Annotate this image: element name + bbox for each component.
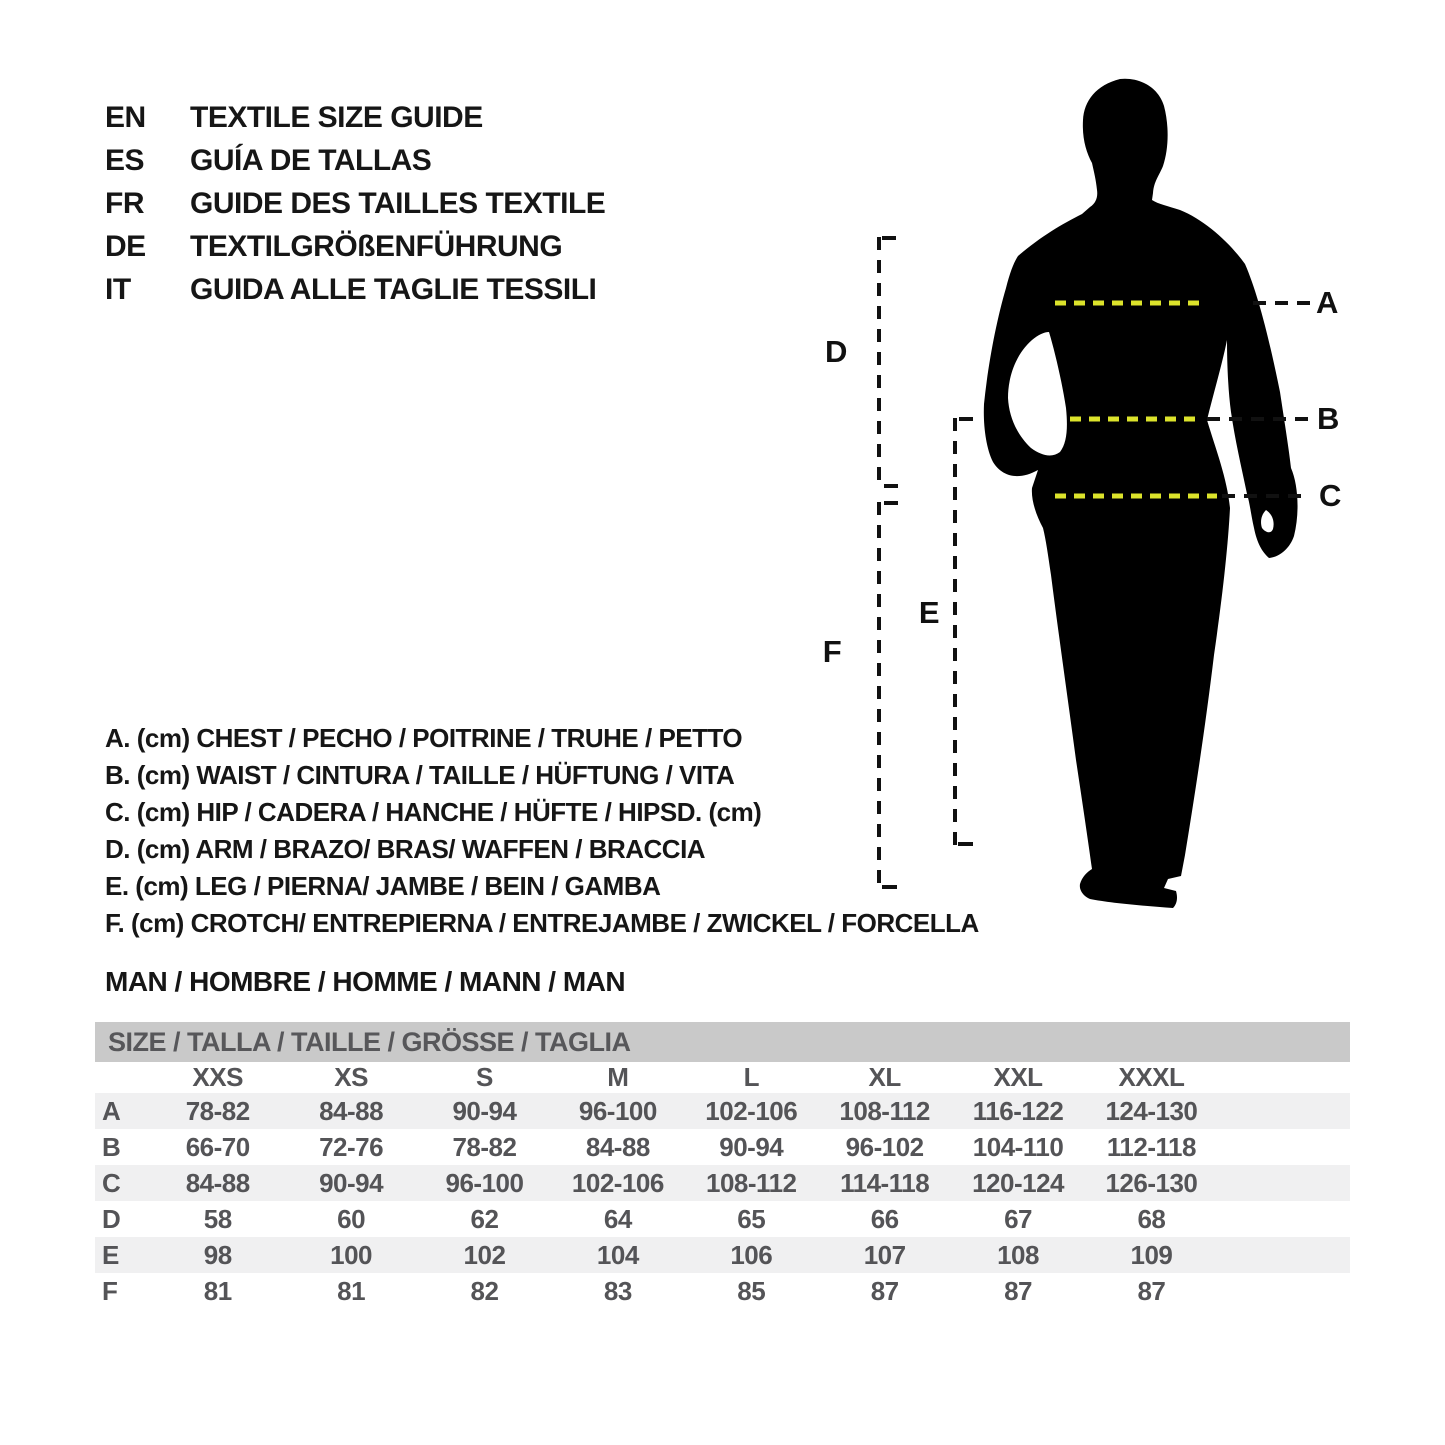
measurement-value: 104-110: [972, 1131, 1064, 1162]
legend-line: F. (cm) CROTCH/ ENTREPIERNA / ENTREJAMBE / ZWICKEL / FORCELLA: [105, 908, 979, 938]
size-column-header: M: [607, 1062, 629, 1092]
measurement-value: 78-82: [185, 1095, 250, 1126]
measurement-value: 90-94: [319, 1167, 384, 1198]
measurement-value: 81: [203, 1275, 232, 1306]
gender-line: MAN / HOMBRE / HOMME / MANN / MAN: [105, 966, 626, 997]
marker-label-chest: A: [1316, 285, 1338, 320]
measurement-value: 98: [203, 1239, 232, 1270]
size-column-header: XXL: [993, 1062, 1043, 1092]
measurement-value: 67: [1004, 1203, 1032, 1234]
size-column-header: XXXL: [1118, 1062, 1185, 1092]
marker-label-arm: D: [825, 334, 847, 369]
language-title: GUÍA DE TALLAS: [190, 143, 432, 177]
man-silhouette: [984, 79, 1298, 908]
measurement-value: 108-112: [839, 1095, 930, 1126]
measurement-value: 112-118: [1106, 1131, 1196, 1162]
measurement-value: 102-106: [705, 1095, 798, 1126]
measurement-value: 96-102: [845, 1131, 924, 1162]
measurement-value: 64: [603, 1203, 632, 1234]
measurement-value: 116-122: [972, 1095, 1064, 1126]
measurement-value: 65: [737, 1203, 766, 1234]
measurement-value: 81: [337, 1275, 366, 1306]
measurement-value: 87: [1004, 1275, 1032, 1306]
measurement-value: 66: [870, 1203, 899, 1234]
measurement-value: 87: [870, 1275, 899, 1306]
legend-line: C. (cm) HIP / CADERA / HANCHE / HÜFTE / HIPSD. (cm): [105, 797, 762, 827]
size-table-header: SIZE / TALLA / TAILLE / GRÖSSE / TAGLIA: [95, 1022, 1350, 1062]
filler-cell: [1218, 1129, 1350, 1165]
measurement-value: 124-130: [1105, 1095, 1198, 1126]
table-row: [95, 1165, 1350, 1201]
size-column-header: XS: [334, 1062, 368, 1092]
row-label: C: [102, 1167, 121, 1198]
marker-label-crotch: F: [822, 634, 842, 669]
row-label: B: [102, 1131, 121, 1162]
row-label: A: [102, 1095, 121, 1126]
row-label: F: [102, 1275, 118, 1306]
measurement-value: 96-100: [445, 1167, 524, 1198]
measurement-value: 72-76: [319, 1131, 384, 1162]
measurement-value: 90-94: [719, 1131, 784, 1162]
marker-label-leg: E: [918, 595, 940, 630]
table-row: [95, 1093, 1350, 1129]
table-row: [95, 1129, 1350, 1165]
measurement-value: 106: [730, 1239, 773, 1270]
size-column-header: XXS: [192, 1062, 243, 1092]
row-label: E: [102, 1239, 119, 1270]
row-label: D: [102, 1203, 121, 1234]
table-row: [95, 1201, 1350, 1237]
filler-cell: [1218, 1237, 1350, 1273]
language-title: TEXTILE SIZE GUIDE: [190, 100, 483, 134]
size-column-header: S: [476, 1062, 493, 1092]
measurement-value: 66-70: [185, 1131, 250, 1162]
language-title: GUIDE DES TAILLES TEXTILE: [190, 186, 606, 220]
measurement-value: 109: [1130, 1239, 1173, 1270]
filler-cell: [1218, 1165, 1350, 1201]
size-table-body: [95, 1062, 1350, 1309]
filler-cell: [1218, 1093, 1350, 1129]
size-column-header: L: [743, 1062, 759, 1092]
marker-label-hip: C: [1319, 478, 1341, 513]
measurement-value: 60: [337, 1203, 366, 1234]
table-row: [95, 1273, 1350, 1309]
measurement-value: 84-88: [185, 1167, 250, 1198]
measurement-value: 78-82: [452, 1131, 517, 1162]
filler-cell: [1218, 1201, 1350, 1237]
measurement-value: 87: [1137, 1275, 1166, 1306]
measurement-value: 62: [470, 1203, 499, 1234]
filler-cell: [1218, 1273, 1350, 1309]
legend-line: D. (cm) ARM / BRAZO/ BRAS/ WAFFEN / BRACCIA: [105, 834, 706, 864]
measurement-value: 102-106: [571, 1167, 664, 1198]
language-code: IT: [105, 272, 131, 306]
measurement-value: 100: [330, 1239, 373, 1270]
measurement-value: 82: [470, 1275, 499, 1306]
measurement-value: 90-94: [452, 1095, 517, 1126]
size-header-row: [95, 1062, 1350, 1093]
filler-cell: [1218, 1062, 1350, 1093]
table-row: [95, 1237, 1350, 1273]
legend-line: B. (cm) WAIST / CINTURA / TAILLE / HÜFTUNG / VITA: [105, 760, 735, 790]
measurement-value: 85: [737, 1275, 766, 1306]
measurement-value: 107: [863, 1239, 906, 1270]
measurement-value: 108: [997, 1239, 1039, 1270]
size-table: [95, 1022, 1350, 1309]
measurement-value: 58: [203, 1203, 232, 1234]
language-code: EN: [105, 100, 146, 134]
measurement-value: 114-118: [840, 1167, 930, 1198]
measurement-value: 120-124: [972, 1167, 1064, 1198]
language-title: TEXTILGRÖßENFÜHRUNG: [190, 229, 563, 263]
measurement-value: 126-130: [1105, 1167, 1198, 1198]
measurement-value: 83: [603, 1275, 632, 1306]
measurement-value: 102: [463, 1239, 506, 1270]
legend-line: E. (cm) LEG / PIERNA/ JAMBE / BEIN / GAMBA: [105, 871, 661, 901]
measurement-value: 108-112: [706, 1167, 797, 1198]
measurement-value: 104: [596, 1239, 639, 1270]
language-code: DE: [105, 229, 146, 263]
legend-line: A. (cm) CHEST / PECHO / POITRINE / TRUHE / PETTO: [105, 723, 743, 753]
measurement-value: 68: [1137, 1203, 1166, 1234]
language-code: ES: [105, 143, 145, 177]
measurement-value: 84-88: [585, 1131, 650, 1162]
size-column-header: XL: [868, 1062, 901, 1092]
measurement-value: 96-100: [578, 1095, 657, 1126]
measurement-value: 84-88: [319, 1095, 384, 1126]
size-row-label: [95, 1062, 151, 1093]
language-code: FR: [105, 186, 144, 220]
marker-label-waist: B: [1317, 401, 1339, 436]
language-title: GUIDA ALLE TAGLIE TESSILI: [190, 272, 597, 306]
